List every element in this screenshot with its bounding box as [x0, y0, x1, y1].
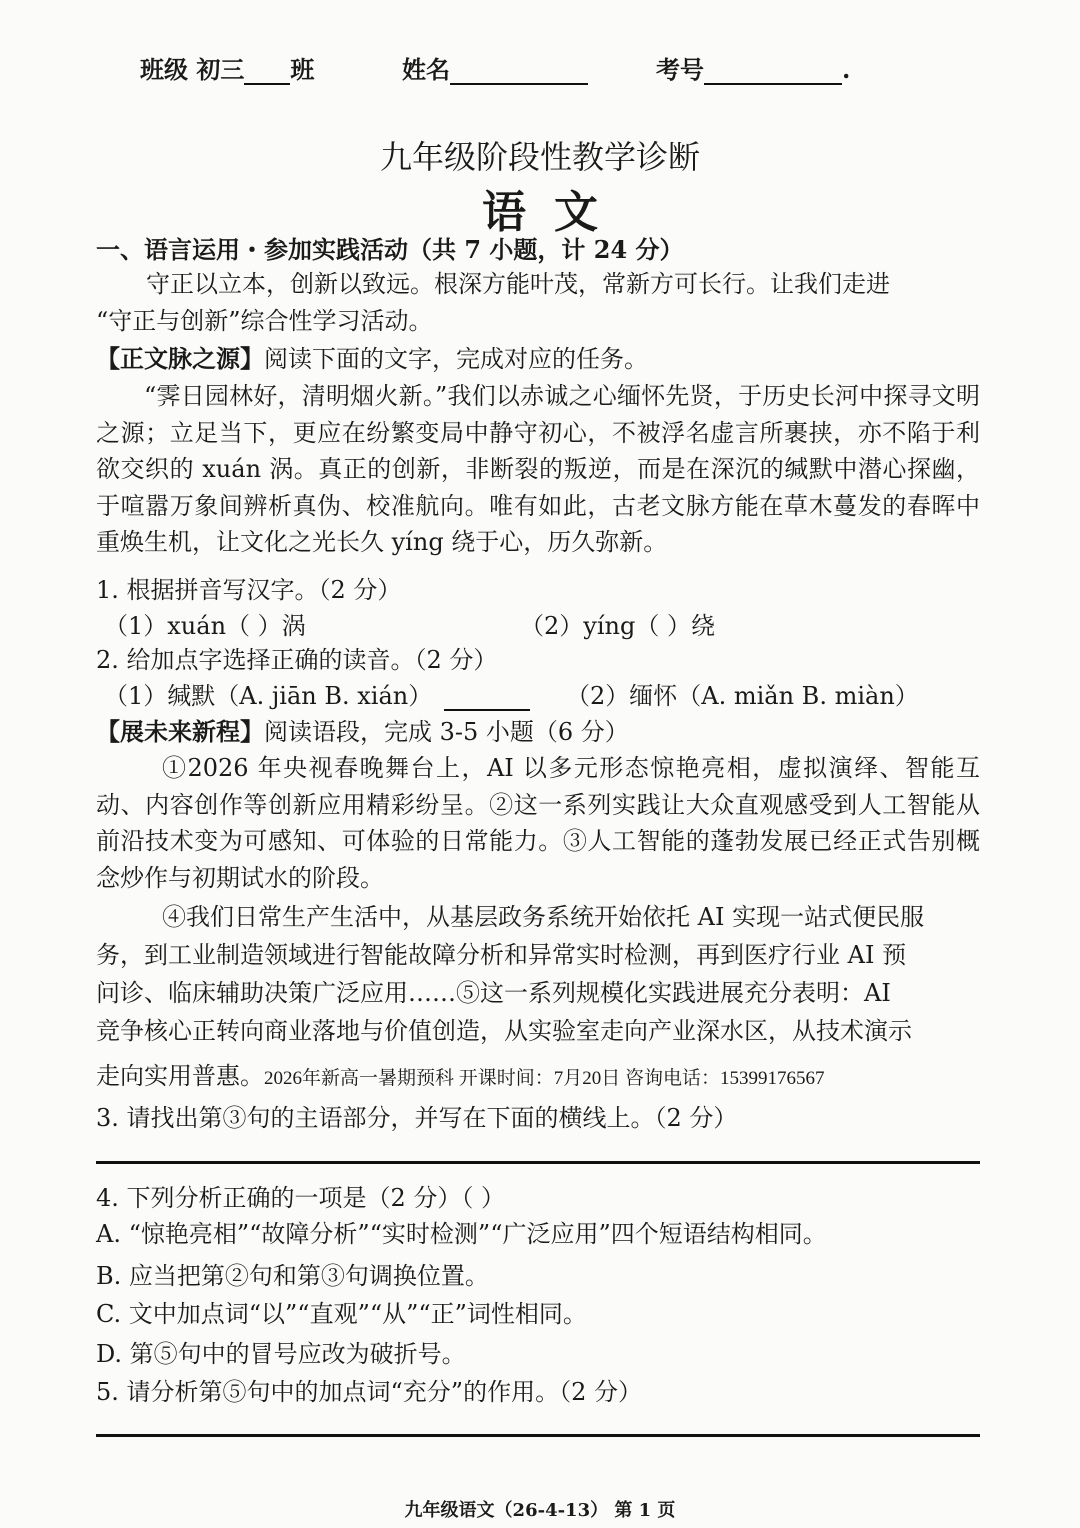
q1-item-1[interactable]: （1）xuán（ ）涡	[104, 612, 306, 640]
subject-title: 语文	[482, 187, 626, 238]
exam-title: 九年级阶段性教学诊断	[379, 138, 700, 176]
q3-answer-line[interactable]	[96, 1161, 980, 1164]
q4-option-a[interactable]: A. “惊艳亮相”“故障分析”“实时检测”“广泛应用”四个短语结构相同。	[96, 1220, 827, 1248]
part2-tag: 【展未来新程】	[96, 717, 264, 746]
q4-option-d[interactable]: D. 第⑤句中的冒号应改为破折号。	[96, 1340, 466, 1368]
q5-answer-line[interactable]	[96, 1434, 980, 1437]
q4-option-b[interactable]: B. 应当把第②句和第③句调换位置。	[96, 1262, 489, 1290]
part2-heading	[96, 714, 629, 750]
intro-line-1: 守正以立本，创新以致远。根深方能叶茂，常新方可长行。让我们走进	[146, 270, 890, 298]
exam-no-end: .	[842, 55, 851, 84]
q4-stem: 4. 下列分析正确的一项是（2 分）（ ）	[96, 1184, 506, 1212]
passage-2-last: 走向实用普惠。	[96, 1062, 264, 1090]
part1-instruction: 阅读下面的文字，完成对应的任务。	[264, 345, 648, 373]
q3-stem: 3. 请找出第③句的主语部分，并写在下面的横线上。（2 分）	[96, 1104, 738, 1132]
q2-stem: 2. 给加点字选择正确的读音。（2 分）	[96, 646, 498, 674]
passage-2-line-1: ④我们日常生产生活中，从基层政务系统开始依托 AI 实现一站式便民服	[162, 903, 925, 931]
part2-instruction: 阅读语段，完成 3-5 小题（6 分）	[264, 718, 629, 746]
q2-item-1	[104, 676, 530, 711]
passage-2-line-3: 问诊、临床辅助决策广泛应用……⑤这一系列规模化实践进展充分表明：AI	[96, 979, 891, 1007]
exam-no-field	[656, 50, 850, 85]
class-blank[interactable]	[244, 61, 290, 85]
class-suffix: 班	[290, 55, 315, 84]
q2-item-2: （2）缅怀（A. miǎn B. miàn）	[566, 682, 919, 710]
class-field	[140, 50, 314, 85]
intro-line-2: “守正与创新”综合性学习活动。	[96, 307, 433, 335]
part1-heading	[96, 341, 648, 377]
passage-2-line-4: 竞争核心正转向商业落地与价值创造，从实验室走向产业深水区，从技术演示	[96, 1017, 912, 1045]
name-label: 姓名	[402, 55, 450, 84]
exam-no-blank[interactable]	[704, 61, 842, 85]
q2-item-1-text: （1）缄默（A. jiān B. xián）	[104, 682, 433, 710]
passage-2-paragraph-1: ①2026 年央视春晚舞台上，AI 以多元形态惊艳亮相，虚拟演绎、智能互动、内容创作等创新应用精彩纷呈。②这一系列实践让大众直观感受到人工智能从前沿技术变为可感知、可体验的日常能力。③人工智能的蓬勃发展已经正式告别概念炒作与初期试水的阶段。	[96, 754, 980, 892]
q1-item-2[interactable]: （2）yíng（ ）绕	[520, 612, 715, 640]
passage-1: “霁日园林好，清明烟火新。”我们以赤诚之心缅怀先贤，于历史长河中探寻文明之源；立足当下，更应在纷繁变局中静守初心，不被浮名虚言所裹挟，亦不陷于利欲交织的 xuán 涡。真正的创新，非断裂的叛逆，而是在深沉的缄默中潜心探幽，于喧嚣万象间辨析真伪、校准航向。唯有如此，古老文脉方能在草木蔓发的春晖中重焕生机，让文化之光长久 yíng 绕于心，历久弥新。	[96, 382, 980, 556]
name-field	[402, 50, 588, 85]
passage-2-last-line	[96, 1058, 825, 1097]
passage-2-line-2: 务，到工业制造领域进行智能故障分析和异常实时检测，再到医疗行业 AI 预	[96, 941, 907, 969]
class-label: 班级 初三	[140, 55, 245, 84]
q5-stem: 5. 请分析第⑤句中的加点词“充分”的作用。（2 分）	[96, 1378, 642, 1406]
part1-tag: 【正文脉之源】	[96, 344, 264, 373]
page-footer: 九年级语文（26-4-13） 第 1 页	[404, 1500, 676, 1521]
name-blank[interactable]	[450, 61, 588, 85]
q2-answer-blank-1[interactable]	[444, 687, 530, 711]
section-heading: 一、语言运用・参加实践活动（共 7 小题，计 24 分）	[96, 235, 684, 264]
q1-stem: 1. 根据拼音写汉字。（2 分）	[96, 576, 402, 604]
ad-overlay-text: 2026年新高一暑期预科 开课时间：7月20日 咨询电话：15399176567	[264, 1068, 825, 1089]
exam-no-label: 考号	[656, 55, 704, 84]
q4-option-c[interactable]: C. 文中加点词“以”“直观”“从”“正”词性相同。	[96, 1300, 587, 1328]
